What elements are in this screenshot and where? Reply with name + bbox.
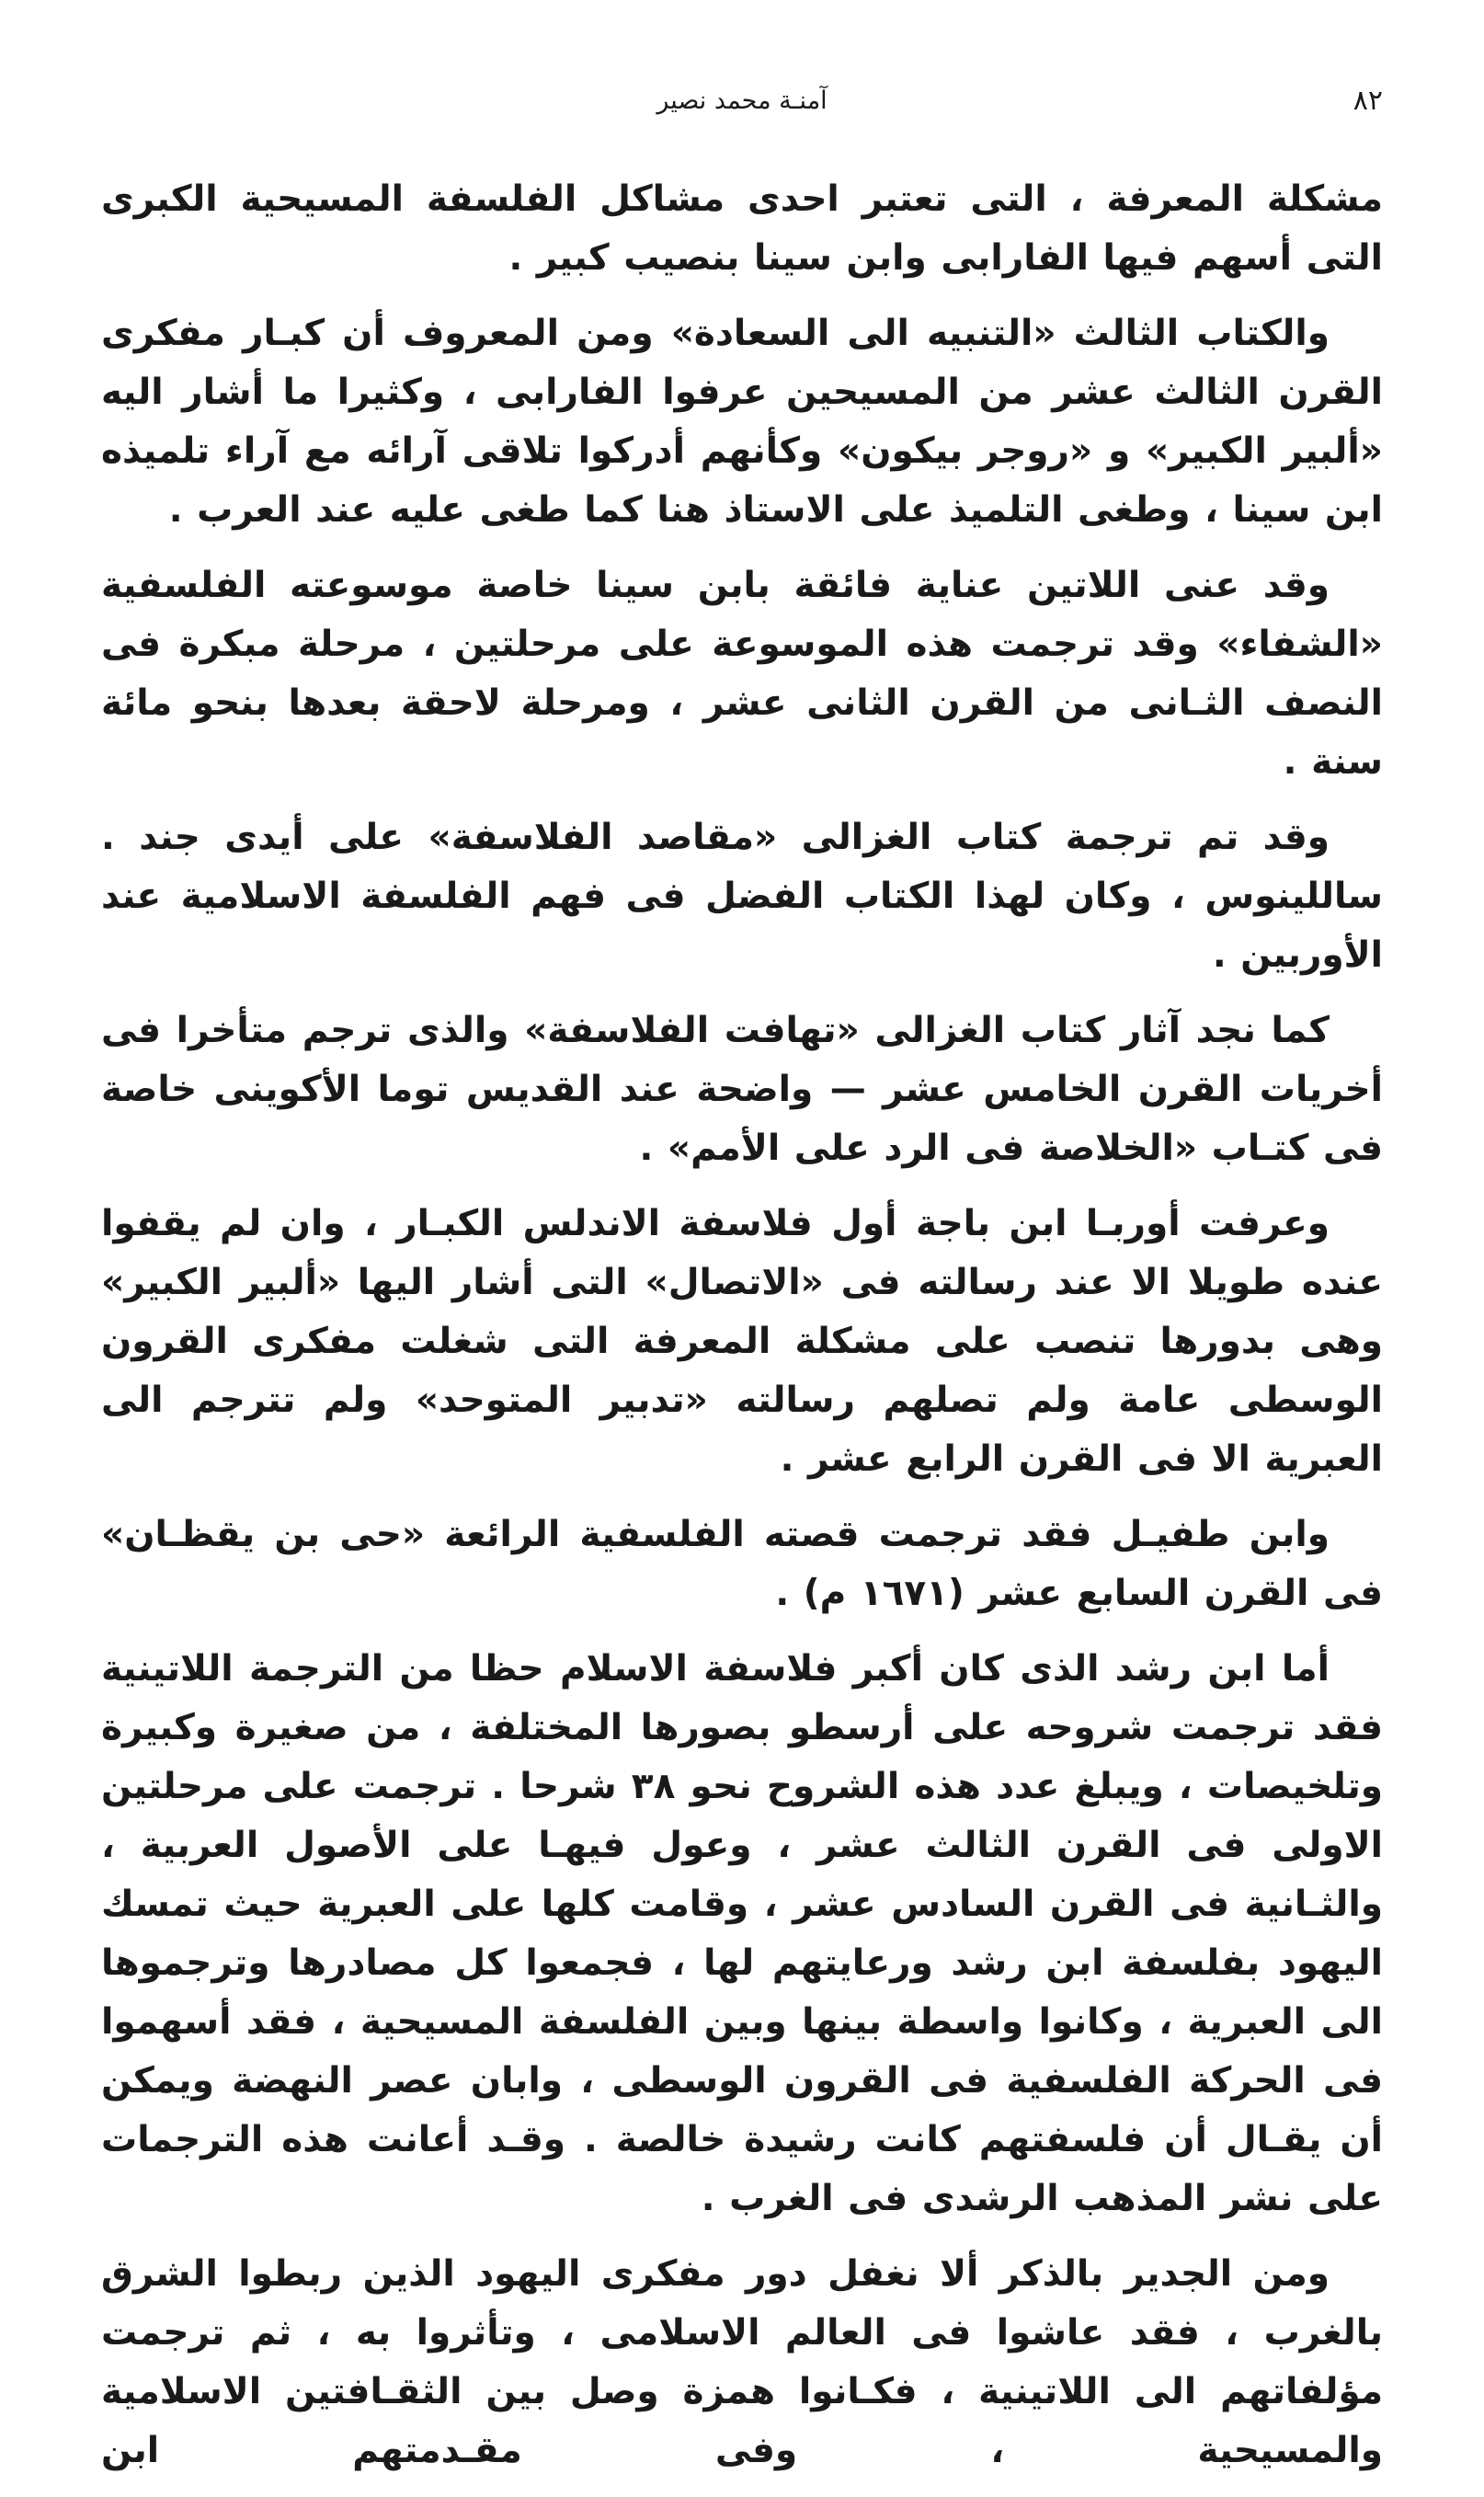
paragraph: كما نجد آثار كتاب الغزالى «تهافت الفلاسفة» والذى ترجم متأخرا فى أخريات القرن الخامس عشر — واضحة عند القديس توما الأكوينى خاصة فى كتـاب «الخلاصة فى الرد على الأمم» . (101, 1010, 1383, 1169)
paragraph: ومن الجدير بالذكر ألا نغفل دور مفكرى اليهود الذين ربطوا الشرق بالغرب ، فقد عاشوا فى العالم الاسلامى ، وتأثروا به ، ثم ترجمت مؤلفاتهم الى اللاتينية ، فكـانوا همزة وصل بين الثقـافتين الاسلامية والمسيحية ، وفى مقـدمتهم ابن (101, 2253, 1383, 2471)
body-text (101, 170, 1383, 2497)
paragraph: وقد تم ترجمة كتاب الغزالى «مقاصد الفلاسفة» على أيدى جند . ساللينوس ، وكان لهذا الكتاب الفضل فى فهم الفلسفة الاسلامية عند الأوربين . (101, 817, 1383, 976)
paragraph: والكتاب الثالث «التنبيه الى السعادة» ومن المعروف أن كبـار مفكرى القرن الثالث عشر من المسيحين عرفوا الفارابى ، وكثيرا ما أشار اليه «ألبير الكبير» و «روجر بيكون» وكأنهم أدركوا تلاقى آرائه مع آراء تلميذه ابن سينا ، وطغى التلميذ على الاستاذ هنا كما طغى عليه عند العرب . (101, 313, 1383, 531)
paragraph: وعرفت أوربـا ابن باجة أول فلاسفة الاندلس الكبـار ، وان لم يقفوا عنده طويلا الا عند رسالته فى «الاتصال» التى أشار اليها «ألبير الكبير» وهى بدورها تنصب على مشكلة المعرفة التى شغلت مفكرى القرون الوسطى عامة ولم تصلهم رسالته «تدبير المتوحد» ولم تترجم الى العبرية الا فى القرن الرابع عشر . (101, 1203, 1383, 1480)
paragraph: مشكلة المعرفة ، التى تعتبر احدى مشاكل الفلسفة المسيحية الكبرى التى أسهم فيها الفارابى وابن سينا بنصيب كبير . (101, 178, 1383, 279)
paragraph: وابن طفيـل فقد ترجمت قصته الفلسفية الرائعة «حى بن يقظـان» فى القرن السابع عشر (١٦٧١ م) . (101, 1514, 1383, 1614)
running-title: آمنـة محمد نصير (656, 86, 828, 115)
running-header (101, 78, 1383, 124)
page-number: ٨٢ (1353, 85, 1383, 117)
paragraph: وقد عنى اللاتين عناية فائقة بابن سينا خاصة موسوعته الفلسفية «الشفاء» وقد ترجمت هذه الموسوعة على مرحلتين ، مرحلة مبكرة فى النصف الثـانى من القرن الثانى عشر ، ومرحلة لاحقة بعدها بنحو مائة سنة . (101, 565, 1383, 783)
paragraph: أما ابن رشد الذى كان أكبر فلاسفة الاسلام حظا من الترجمة اللاتينية فقد ترجمت شروحه على أرسطو بصورها المختلفة ، من صغيرة وكبيرة وتلخيصات ، ويبلغ عدد هذه الشروح نحو ٣٨ شرحا . ترجمت على مرحلتين الاولى فى القرن الثالث عشر ، وعول فيهـا على الأصول العربية ، والثـانية فى القرن السادس عشر ، وقامت كلها على العبرية حيث تمسك اليهود بفلسفة ابن رشد ورعايتهم لها ، فجمعوا كل مصادرها وترجموها الى العبرية ، وكانوا واسطة بينها وبين الفلسفة المسيحية ، فقد أسهموا فى الحركة الفلسفية فى القرون الوسطى ، وابان عصر النهضة ويمكن أن يقـال أن فلسفتهم كانت رشيدة خالصة . وقـد أعانت هذه الترجمات على نشر المذهب الرشدى فى الغرب . (101, 1648, 1383, 2219)
